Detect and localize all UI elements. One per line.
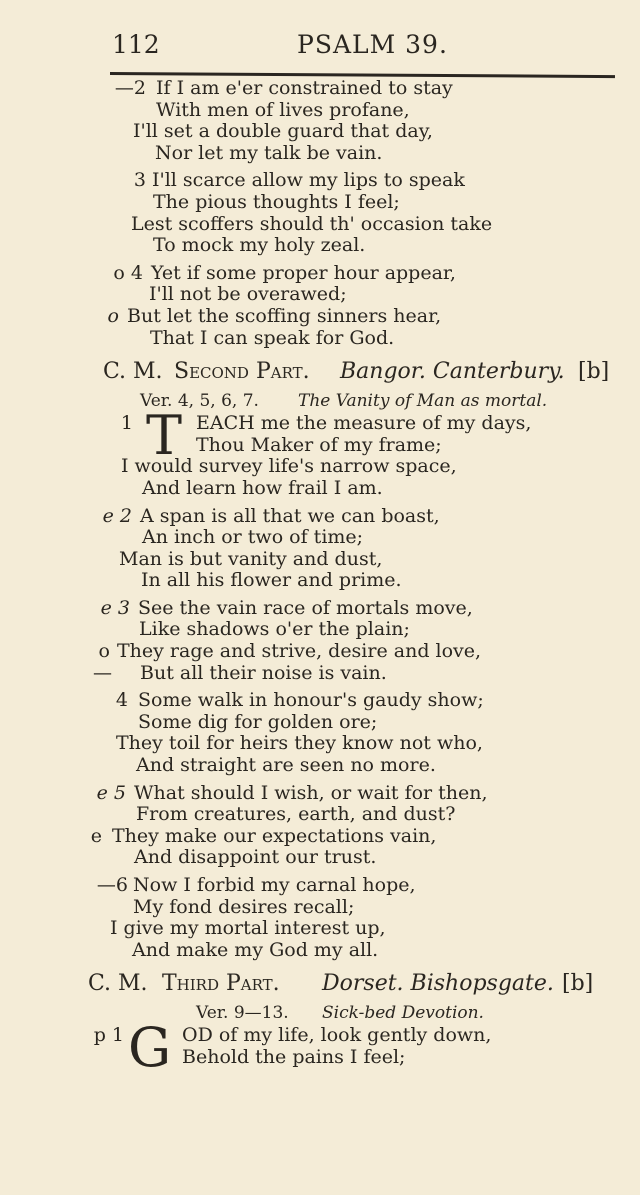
drop-cap: T xyxy=(146,404,183,468)
verse-text: But let the scoffing sinners hear, xyxy=(127,304,442,327)
verse-text: I give my mortal interest up, xyxy=(110,917,386,940)
part1 xyxy=(0,78,640,349)
verse-text: That I can speak for God. xyxy=(150,326,395,349)
meter-label: C. M. xyxy=(88,971,148,997)
part-label: Second Part. xyxy=(174,359,310,385)
verse-reference-line xyxy=(0,1001,640,1025)
page-body xyxy=(0,77,640,1080)
verse-mark: e 2 xyxy=(102,504,132,527)
hymn-subject: The Vanity of Man as mortal. xyxy=(298,391,548,412)
verse-text: An inch or two of time; xyxy=(142,526,364,549)
verse-line xyxy=(0,328,640,350)
running-head: PSALM 39. xyxy=(297,30,448,59)
verse-mark: — xyxy=(93,661,112,684)
tune-names: Bangor. Canterbury. xyxy=(340,359,565,385)
verse-text: They make our expectations vain, xyxy=(112,824,437,847)
verse-text: And straight are seen no more. xyxy=(136,754,436,777)
verse-line xyxy=(0,897,640,919)
verse-line xyxy=(0,143,640,165)
verse-mark: —6 xyxy=(96,874,128,896)
stanza xyxy=(0,1016,640,1080)
key-mark: [b] xyxy=(578,359,610,385)
stanza xyxy=(0,783,640,869)
verse-line xyxy=(0,100,640,122)
verse-text: The pious thoughts I feel; xyxy=(153,190,400,213)
verse-text: I'll not be overawed; xyxy=(149,283,347,306)
meter-label: C. M. xyxy=(103,359,163,385)
verse-line xyxy=(0,527,640,549)
verse-text: They toil for heirs they know not who, xyxy=(116,732,483,755)
verse-mark: e 5 xyxy=(96,781,126,804)
verse-line xyxy=(0,690,640,712)
verse-text: Some walk in honour's gaudy show; xyxy=(138,689,484,712)
verse-text: Behold the pains I feel; xyxy=(182,1045,406,1068)
verse-text: And disappoint our trust. xyxy=(134,846,377,869)
verse-line xyxy=(0,641,640,663)
verse-line xyxy=(0,235,640,257)
verse-line xyxy=(0,456,640,478)
verse-text: Now I forbid my carnal hope, xyxy=(133,874,416,896)
verse-text: OD of my life, look gently down, xyxy=(182,1024,492,1047)
verse-line xyxy=(0,478,640,500)
key-mark: [b] xyxy=(562,971,594,997)
verse-text: I would survey life's narrow space, xyxy=(121,455,457,478)
verse-reference: Ver. 9—13. xyxy=(196,1003,289,1024)
verse-line xyxy=(0,570,640,592)
verse-line xyxy=(0,733,640,755)
verse-text: Nor let my talk be vain. xyxy=(155,141,383,164)
page-number: 112 xyxy=(112,30,160,59)
verse-line xyxy=(0,121,640,143)
verse-line xyxy=(0,263,640,285)
page-header xyxy=(0,30,640,70)
verse-mark: —2 xyxy=(114,77,146,99)
section-heading xyxy=(0,355,640,389)
verse-mark: e 3 xyxy=(100,596,130,619)
verse-text: To mock my holy zeal. xyxy=(153,234,366,257)
part-label: Third Part. xyxy=(162,971,280,997)
verse-line xyxy=(0,78,640,100)
verse-reference-line xyxy=(0,389,640,413)
verse-text: Thou Maker of my frame; xyxy=(196,433,442,456)
verse-text: My fond desires recall; xyxy=(133,895,355,918)
verse-line xyxy=(0,847,640,869)
verse-line xyxy=(0,192,640,214)
verse-line xyxy=(0,598,640,620)
verse-mark: o 4 xyxy=(113,261,143,284)
verse-line xyxy=(0,783,640,805)
verse-mark: 1 xyxy=(120,412,133,435)
stanza xyxy=(0,690,640,776)
drop-cap: G xyxy=(128,1016,172,1080)
verse-text: Like shadows o'er the plain; xyxy=(139,618,410,641)
verse-text: What should I wish, or wait for then, xyxy=(134,781,488,804)
verse-mark: p 1 xyxy=(93,1024,124,1047)
verse-line xyxy=(0,804,640,826)
verse-line xyxy=(0,755,640,777)
verse-line xyxy=(0,712,640,734)
hymn-subject: Sick-bed Devotion. xyxy=(322,1003,484,1024)
verse-mark: o xyxy=(107,304,119,327)
part3 xyxy=(0,967,640,1080)
verse-text: See the vain race of mortals move, xyxy=(138,596,473,619)
verse-line xyxy=(0,284,640,306)
verse-line xyxy=(0,619,640,641)
verse-mark: 4 xyxy=(115,689,128,712)
verse-mark: 3 xyxy=(133,169,146,192)
verse-line xyxy=(0,170,640,192)
verse-text: With men of lives profane, xyxy=(156,98,410,121)
stanza xyxy=(0,404,640,499)
section-heading xyxy=(0,967,640,1001)
verse-text: Lest scoffers should th' occasion take xyxy=(131,212,493,235)
verse-line xyxy=(0,1047,640,1069)
verse-text: A span is all that we can boast, xyxy=(140,504,440,527)
verse-text: They rage and strive, desire and love, xyxy=(117,640,482,663)
verse-text: And learn how frail I am. xyxy=(142,476,383,499)
tune-names: Dorset. Bishopsgate. xyxy=(322,971,554,997)
stanza xyxy=(0,875,640,961)
verse-text: Some dig for golden ore; xyxy=(138,710,378,733)
stanza xyxy=(0,78,640,164)
verse-line xyxy=(0,940,640,962)
verse-line xyxy=(0,875,640,897)
verse-line xyxy=(0,214,640,236)
verse-text: I'll set a double guard that day, xyxy=(133,120,433,143)
verse-mark: e xyxy=(90,824,102,847)
stanza xyxy=(0,170,640,256)
verse-text: EACH me the measure of my days, xyxy=(196,412,532,435)
verse-line xyxy=(0,549,640,571)
stanza xyxy=(0,263,640,349)
verse-text: But all their noise is vain. xyxy=(140,661,387,684)
verse-text: Yet if some proper hour appear, xyxy=(151,261,456,284)
stanza xyxy=(0,506,640,592)
verse-line xyxy=(0,435,640,457)
verse-text: From creatures, earth, and dust? xyxy=(136,803,456,826)
verse-text: If I am e'er constrained to stay xyxy=(156,77,453,99)
verse-reference: Ver. 4, 5, 6, 7. xyxy=(140,391,259,412)
verse-text: I'll scarce allow my lips to speak xyxy=(152,169,465,192)
verse-text: Man is but vanity and dust, xyxy=(119,547,383,570)
stanza xyxy=(0,598,640,684)
part2 xyxy=(0,355,640,961)
verse-line xyxy=(0,826,640,848)
verse-line xyxy=(0,306,640,328)
verse-line xyxy=(0,506,640,528)
verse-line xyxy=(0,663,640,685)
verse-text: In all his flower and prime. xyxy=(141,569,402,592)
verse-line xyxy=(0,918,640,940)
verse-mark: o xyxy=(98,640,110,663)
verse-text: And make my God my all. xyxy=(132,938,379,961)
